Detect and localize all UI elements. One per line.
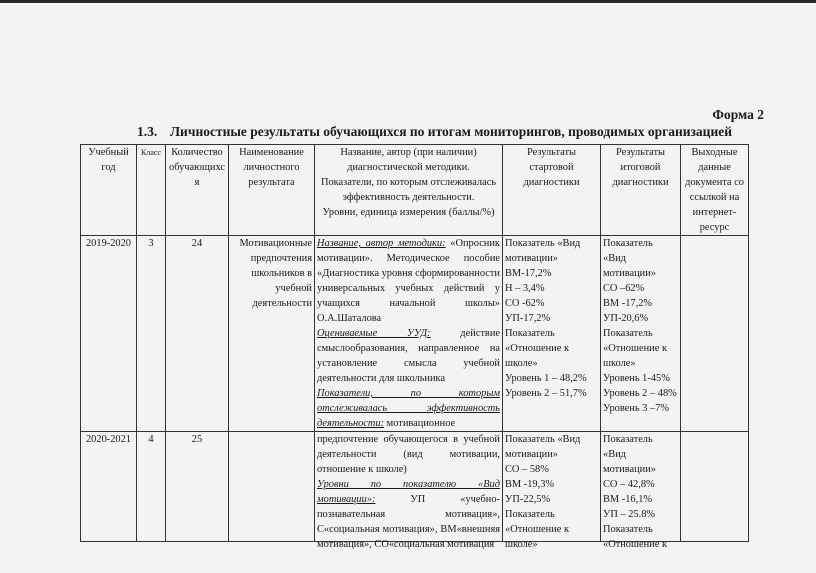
row1-result-name: Мотивационные предпочтения школьников в учебной деятельности	[229, 236, 315, 432]
row1-start-line: ВМ-17,2%	[505, 268, 552, 279]
row2-result-name	[229, 432, 315, 542]
row2-count: 25	[166, 432, 229, 542]
row1-start-line: Показатель «Вид мотивации»	[505, 238, 581, 264]
row1-method-block	[317, 236, 500, 326]
row1-start-line: Уровень 2 – 51,7%	[505, 388, 587, 399]
row2-start-line: СО – 58%	[505, 464, 549, 475]
header-method-line1: Название, автор (при наличии)	[340, 147, 477, 158]
row2-start-line: УП-22,5%	[505, 494, 551, 505]
row2-final-line: УП – 25.8%	[603, 509, 656, 520]
header-method-line4: эффективность деятельности.	[342, 192, 475, 203]
row2-start-line: Показатель «Отношение к школе»	[505, 509, 569, 550]
header-class	[137, 145, 166, 236]
row2-levels-block	[317, 477, 500, 552]
row1-start-line: Н – 3,4%	[505, 283, 545, 294]
header-result-name: Наименование личностного результата	[229, 145, 315, 236]
header-method-line3: Показатели, по которым отслеживалась	[320, 177, 497, 188]
row2-start-clip	[505, 432, 598, 550]
header-row	[81, 145, 749, 236]
row1-start	[503, 236, 601, 432]
header-start: Результаты стартовой диагностики	[503, 145, 601, 236]
row1-start-line: Показатель «Отношение к школе»	[505, 328, 569, 369]
row1-method-name-label: Название, автор методики:	[317, 238, 446, 249]
header-output: Выходные данные документа со ссылкой на интернет-ресурс	[681, 145, 749, 236]
section-title	[137, 124, 732, 140]
row1-count: 24	[166, 236, 229, 432]
row1-final-line: Показатель «Вид мотивации»	[603, 238, 656, 279]
row2-final-clip	[603, 432, 678, 550]
row2-final-line: ВМ -16,1%	[603, 494, 653, 505]
header-count: Количество обучающихся	[166, 145, 229, 236]
row2-start-line: Показатель «Вид мотивации»	[505, 434, 581, 460]
row2-output	[681, 432, 749, 542]
row2-final-line: Показатель «Отношение к	[603, 524, 667, 550]
row1-final	[601, 236, 681, 432]
row1-uud-text: действие смыслообразования, направленное на установление смысла учебной деятельности для школьника	[317, 328, 500, 384]
row2-method	[315, 432, 503, 550]
row2-start-line: ВМ -19,3%	[505, 479, 555, 490]
table-row	[81, 236, 749, 432]
row1-final-line: Уровень 2 – 48%	[603, 388, 677, 399]
row2-levels-text: УП «учебно-познавательная мотивация», С«социальная мотивация», ВМ«внешняя мотивация», СО«социальная мотивация	[317, 494, 500, 550]
row1-uud-label: Оцениваемые УУД:	[317, 328, 431, 339]
row1-uud-block	[317, 326, 500, 386]
row1-output	[681, 236, 749, 432]
row1-start-line: УП-17,2%	[505, 313, 551, 324]
header-class-text: Класс	[141, 148, 161, 157]
header-method	[315, 145, 503, 236]
header-final: Результаты итоговой диагностики	[601, 145, 681, 236]
row1-year: 2019-2020	[81, 236, 137, 432]
row2-final	[601, 432, 681, 550]
row1-start-line: СО -62%	[505, 298, 545, 309]
section-title-text: Личностные результаты обучающихся по итогам мониторингов, проводимых организацией	[170, 124, 733, 139]
row1-indicators-label: Показатели, по которым отслеживалась эффективность деятельности:	[317, 388, 500, 429]
row1-method-text: «Опросник мотивации». Методическое пособие «Диагностика уровня сформированности универсальных учебных действий у учащихся начальной школы» О.А.Шаталова	[317, 238, 500, 324]
row1-start-line: Уровень 1 – 48,2%	[505, 373, 587, 384]
section-number: 1.3.	[137, 124, 158, 139]
row1-final-line: СО –62%	[603, 283, 645, 294]
results-table	[80, 144, 749, 550]
form-label: Форма 2	[712, 107, 764, 122]
row2-method-clip	[317, 432, 500, 550]
row1-indicators-text: мотивационное	[386, 418, 456, 429]
row2-class: 4	[137, 432, 166, 542]
row2-year: 2020-2021	[81, 432, 137, 542]
header-method-line2: диагностической методики.	[347, 162, 470, 173]
row1-final-line: ВМ -17,2%	[603, 298, 653, 309]
row1-final-line: Уровень 1-45%	[603, 373, 670, 384]
row2-final-line: Показатель «Вид мотивации»	[603, 434, 656, 475]
header-year: Учебный год	[81, 145, 137, 236]
row1-final-line: УП-20,6%	[603, 313, 649, 324]
top-edge-line	[0, 0, 816, 3]
row1-final-line: Показатель «Отношение к школе»	[603, 328, 667, 369]
row1-method	[315, 236, 503, 432]
row2-levels-label: Уровни по показателю «Вид мотивации»:	[317, 479, 500, 505]
row2-final-line: СО – 42,8%	[603, 479, 655, 490]
row1-final-line: Уровень 3 –7%	[603, 403, 670, 414]
row2-start	[503, 432, 601, 550]
table-row	[81, 432, 749, 542]
row1-indicators-block	[317, 386, 500, 431]
row1-class: 3	[137, 236, 166, 432]
header-method-line5: Уровни, единица измерения (баллы/%)	[322, 207, 495, 218]
row2-method-text: предпочтение обучающегося в учебной деятельности (вид мотивации, отношение к школе)	[317, 434, 500, 475]
